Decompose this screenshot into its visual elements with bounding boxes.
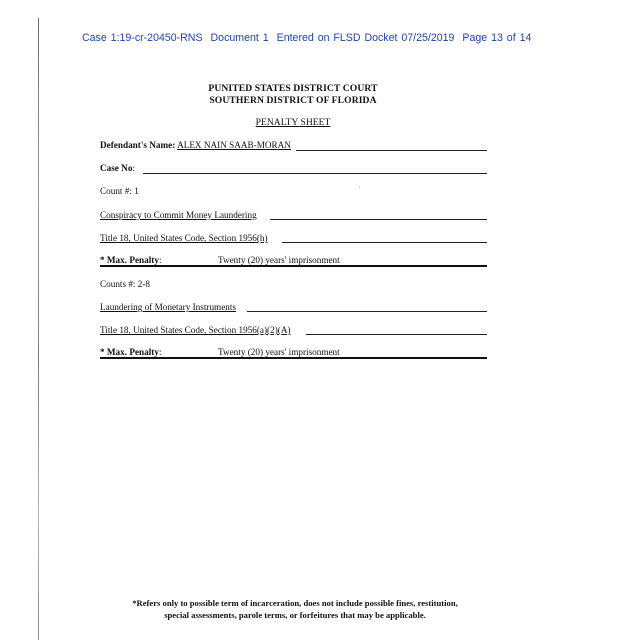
case-no-label: Case No	[100, 163, 133, 173]
docket-stamp	[82, 32, 539, 44]
count1-number: Count #: 1	[100, 186, 139, 196]
count2-penalty-row: * Max. Penalty: Twenty (20) years' imprisonment	[100, 347, 340, 357]
defendant-label: Defendant's Name	[100, 140, 173, 150]
count2-number: Counts #: 2-8	[100, 279, 151, 289]
count1-penalty-label: * Max. Penalty	[100, 255, 159, 265]
footnote-line2: special assessments, parole terms, or forfeitures that may be applicable.	[164, 609, 426, 620]
count2-statute: Title 18, United States Code, Section 1956(a)(2)(A)	[100, 325, 291, 335]
defendant-line	[296, 150, 487, 151]
count2-statute-line	[306, 334, 487, 335]
stamp-entered: Entered on FLSD Docket 07/25/2019	[276, 32, 455, 44]
case-no-row: Case No:	[100, 163, 135, 173]
count2-offense-line	[247, 311, 487, 312]
footnote	[96, 598, 494, 621]
case-no-line	[143, 173, 487, 174]
stamp-case-number: Case 1:19-cr-20450-RNS	[82, 32, 203, 44]
count1-statute-line	[282, 242, 487, 243]
page-title: PENALTY SHEET	[255, 117, 331, 128]
count1-offense-line	[270, 219, 487, 220]
footnote-line1: *Refers only to possible term of incarceration, does not include possible fines, restitution,	[132, 598, 458, 608]
defendant-name: ALEX NAIN SAAB-MORAN	[177, 140, 291, 150]
count1-offense: Conspiracy to Commit Money Laundering	[100, 210, 257, 220]
defendant-row: Defendant's Name: ALEX NAIN SAAB-MORAN	[100, 140, 291, 150]
count2-penalty-value: Twenty (20) years' imprisonment	[218, 347, 340, 357]
count2-penalty-label: * Max. Penalty	[100, 347, 159, 357]
court-district: SOUTHERN DISTRICT OF FLORIDA	[209, 95, 377, 106]
count1-statute: Title 18, United States Code, Section 1956(h)	[100, 233, 268, 243]
stamp-document: Document 1	[210, 32, 269, 44]
stamp-page: Page 13 of 14	[462, 32, 532, 44]
count2-penalty-line	[100, 357, 487, 359]
scan-edge	[38, 18, 39, 640]
count1-penalty-value: Twenty (20) years' imprisonment	[218, 255, 340, 265]
count2-offense: Laundering of Monetary Instruments	[100, 302, 236, 312]
court-name: PUNITED STATES DISTRICT COURT	[208, 83, 378, 94]
count1-penalty-line	[100, 265, 487, 267]
count1-penalty-row: * Max. Penalty: Twenty (20) years' imprisonment	[100, 255, 340, 265]
